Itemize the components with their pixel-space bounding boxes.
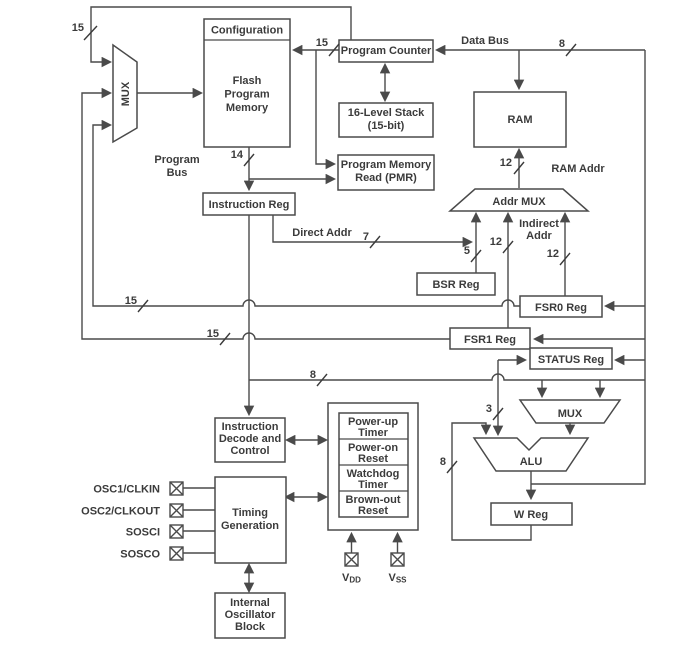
left-mux-label: MUX (120, 81, 132, 107)
addr-mux-block (450, 189, 588, 211)
indirect-addr-label-1: Indirect (519, 218, 559, 230)
sosci-pin (126, 525, 183, 539)
sosci-pin-label: SOSCI (125, 526, 160, 539)
bus-width-data-bus: 8 (558, 38, 565, 50)
powerup-timer-label-1: Power-up (347, 416, 399, 428)
osc1-pin-label: OSC1/CLKIN (93, 483, 160, 496)
instruction-decode-label-3: Control (230, 445, 270, 457)
bus-width-fsr0-up: 12 (546, 248, 559, 260)
flash-program-memory-block (204, 19, 290, 147)
w-reg-block (491, 503, 572, 525)
ram-block (474, 92, 566, 147)
bsr-reg-label: BSR Reg (432, 279, 480, 291)
watchdog-timer-label-1: Watchdog (346, 468, 400, 480)
ram-label: RAM (507, 114, 533, 126)
indirect-addr-label-2: Addr (526, 230, 552, 242)
flash-label-3: Memory (225, 102, 269, 114)
program-bus-label-2: Bus (166, 167, 188, 179)
bus-width-direct-addr: 7 (362, 231, 369, 243)
wire-8bit-internal-bus (249, 374, 645, 380)
program-counter-label: Program Counter (340, 45, 432, 57)
direct-addr-label: Direct Addr (292, 227, 352, 239)
bus-width-status-alu: 3 (485, 403, 492, 415)
pmr-block (338, 155, 434, 190)
osc1-pin (93, 482, 183, 496)
poweron-reset-label-2: Reset (358, 453, 388, 465)
flash-label-1: Flash (232, 75, 262, 87)
internal-oscillator-block (215, 593, 285, 638)
instruction-reg-label: Instruction Reg (208, 199, 290, 211)
bus-width-bsr: 5 (463, 245, 470, 257)
bus-width-flash-to-ir: 14 (230, 149, 243, 161)
instruction-decode-label-2: Decode and (218, 433, 282, 445)
brownout-reset-label-1: Brown-out (345, 494, 401, 506)
vss-pin (388, 553, 407, 585)
fsr1-reg-label: FSR1 Reg (464, 334, 516, 346)
bus-width-internal-data: 8 (309, 369, 316, 381)
right-mux-block (520, 400, 620, 423)
configuration-label: Configuration (210, 24, 284, 37)
fsr0-reg-label: FSR0 Reg (535, 302, 587, 314)
sosco-pin (120, 547, 183, 561)
bsr-reg-block (417, 273, 495, 295)
timing-generation-block (215, 477, 286, 563)
wire-pc-to-pmr (316, 50, 334, 164)
vdd-pin (342, 553, 361, 585)
watchdog-timer-label-2: Timer (358, 479, 388, 491)
vss-pin-label: VSS (388, 572, 407, 585)
internal-oscillator-label-3: Block (235, 621, 265, 633)
internal-oscillator-label-2: Oscillator (224, 609, 276, 621)
powerup-timer-label-2: Timer (358, 427, 388, 439)
bus-width-fsr1-bus: 15 (206, 328, 219, 340)
program-counter-block (339, 40, 433, 62)
pmr-label-1: Program Memory (340, 159, 432, 171)
bus-width-marks (72, 22, 576, 473)
vdd-pin-label: VDD (342, 572, 361, 585)
bus-width-ram-addr: 12 (499, 157, 512, 169)
bus-width-fsr0-bus: 15 (124, 295, 137, 307)
w-reg-label: W Reg (513, 509, 549, 521)
instruction-decode-block (215, 418, 285, 462)
osc2-pin-label: OSC2/CLKOUT (81, 505, 160, 518)
stack-block (339, 103, 433, 137)
instruction-reg-block (203, 193, 295, 215)
bus-width-pc-to-mux: 15 (71, 22, 84, 34)
alu-block (474, 438, 588, 471)
ram-addr-label: RAM Addr (551, 163, 605, 175)
bus-width-fsr1-up: 12 (489, 236, 502, 248)
poweron-reset-label-1: Power-on (347, 442, 399, 454)
stack-label-1: 16-Level Stack (347, 107, 425, 119)
internal-oscillator-label-1: Internal (230, 597, 270, 609)
fsr0-reg-block (520, 296, 602, 317)
stack-label-2: (15-bit) (367, 120, 405, 132)
right-mux-label: MUX (557, 408, 583, 420)
sosco-pin-label: SOSCO (120, 548, 160, 561)
status-reg-block (530, 348, 612, 369)
alu-label: ALU (519, 456, 543, 468)
status-reg-label: STATUS Reg (537, 354, 605, 366)
pmr-label-2: Read (PMR) (355, 172, 417, 184)
bus-width-pc-to-flash: 15 (315, 37, 328, 49)
left-mux-block (113, 45, 137, 142)
data-bus-label: Data Bus (461, 35, 509, 47)
osc2-pin (81, 504, 183, 518)
fsr1-reg-block (450, 328, 530, 349)
timers-resets-block (328, 403, 418, 530)
flash-label-2: Program (224, 88, 270, 101)
bus-width-w-loop: 8 (439, 456, 446, 468)
timing-generation-label-1: Timing (232, 507, 268, 519)
addr-mux-label: Addr MUX (492, 196, 546, 208)
timing-generation-label-2: Generation (220, 520, 280, 532)
program-bus-label-1: Program (154, 154, 200, 166)
instruction-decode-label-1: Instruction (221, 421, 279, 433)
brownout-reset-label-2: Reset (358, 505, 388, 517)
